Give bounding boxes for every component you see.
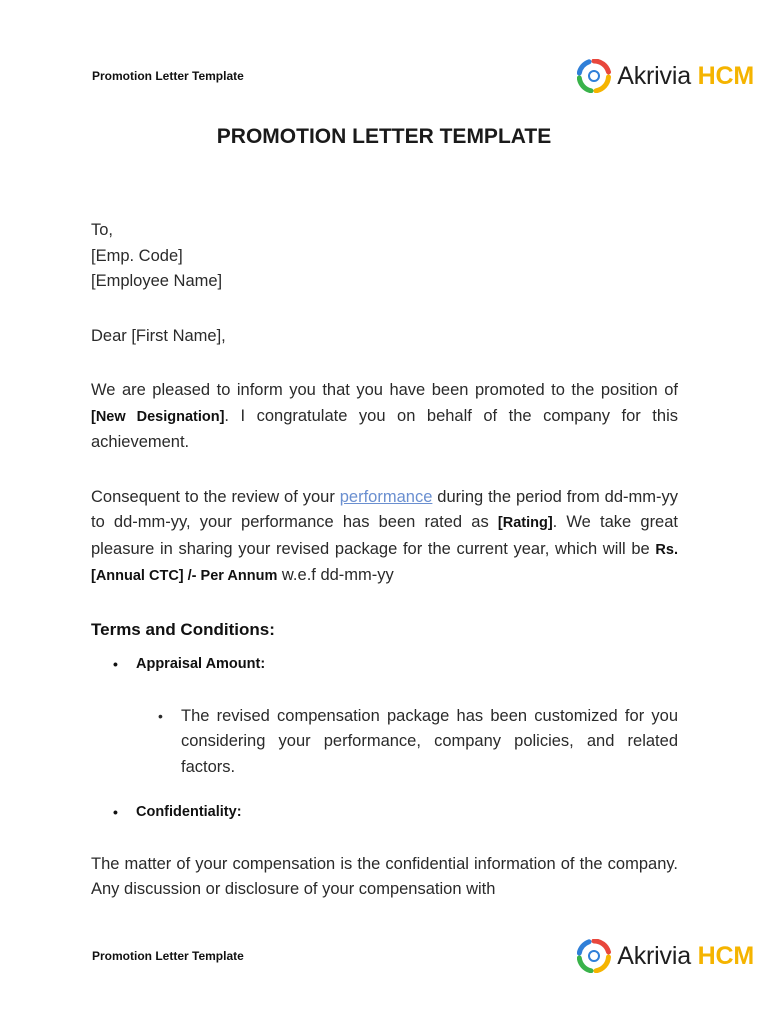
- appraisal-label: Appraisal Amount:: [136, 656, 266, 672]
- para2-text-c: . We take great pleasure in sharing your revised package for the current year, which will be: [91, 513, 678, 558]
- page-title: PROMOTION LETTER TEMPLATE: [216, 125, 552, 148]
- appraisal-sub-bullet: [91, 704, 678, 781]
- header-doc-label: Promotion Letter Template: [92, 69, 244, 83]
- para2-text-d: w.e.f dd-mm-yy: [277, 566, 394, 584]
- paragraph-promotion: [91, 378, 678, 456]
- annual-ctc: Rs. [Annual CTC] /- Per Annum: [91, 541, 678, 584]
- logo-mark-icon: [577, 59, 611, 93]
- bullet-dot: •: [113, 804, 118, 820]
- para1-text-b: . I congratulate you on behalf of the company for this achievement.: [91, 406, 678, 451]
- para2-text-b: during the period from dd-mm-yy to dd-mm-yy, your performance has been rated as: [91, 487, 678, 531]
- appraisal-text: The revised compensation package has been customized for you considering your performance, company policies, and related factors.: [181, 706, 678, 776]
- address-to: To,: [91, 221, 114, 239]
- rating-placeholder: [Rating]: [497, 515, 553, 531]
- performance-link[interactable]: performance: [339, 487, 433, 506]
- footer-logo-brand: Akrivia: [617, 941, 691, 970]
- header-logo-brand: Akrivia: [617, 61, 691, 90]
- footer-doc-label: Promotion Letter Template: [92, 949, 244, 963]
- address-block: [91, 218, 678, 295]
- header-logo-hcm: HCM: [697, 61, 754, 90]
- para1-text-a: We are pleased to inform you that you have been promoted to the position of: [91, 381, 678, 399]
- header-logo: [577, 59, 754, 93]
- footer-logo: [577, 939, 754, 973]
- para2-text-a: Consequent to the review of your: [91, 487, 340, 506]
- confidentiality-bullet: [91, 800, 678, 826]
- page-header: [92, 56, 754, 96]
- sub-bullet-dot: •: [158, 707, 163, 724]
- confidentiality-label: Confidentiality:: [136, 804, 242, 820]
- footer-logo-hcm: HCM: [697, 941, 754, 970]
- address-emp-code: [Emp. Code]: [91, 246, 183, 265]
- bullet-dot: •: [113, 656, 118, 672]
- new-designation: [New Designation]: [91, 408, 225, 425]
- letter-body: [91, 218, 678, 932]
- paragraph-performance: [91, 485, 678, 590]
- header-logo-text: [617, 61, 754, 90]
- salutation: Dear [First Name],: [91, 326, 226, 345]
- terms-heading: Terms and Conditions:: [91, 619, 275, 639]
- confidentiality-paragraph: The matter of your compensation is the confidential information of the company. Any discussion or disclosure of your compensation with: [91, 854, 678, 898]
- page-footer: [92, 936, 754, 976]
- footer-logo-text: [617, 941, 754, 970]
- appraisal-bullet: [91, 652, 678, 678]
- address-emp-name: [Employee Name]: [91, 272, 223, 290]
- logo-mark-icon: [577, 939, 611, 973]
